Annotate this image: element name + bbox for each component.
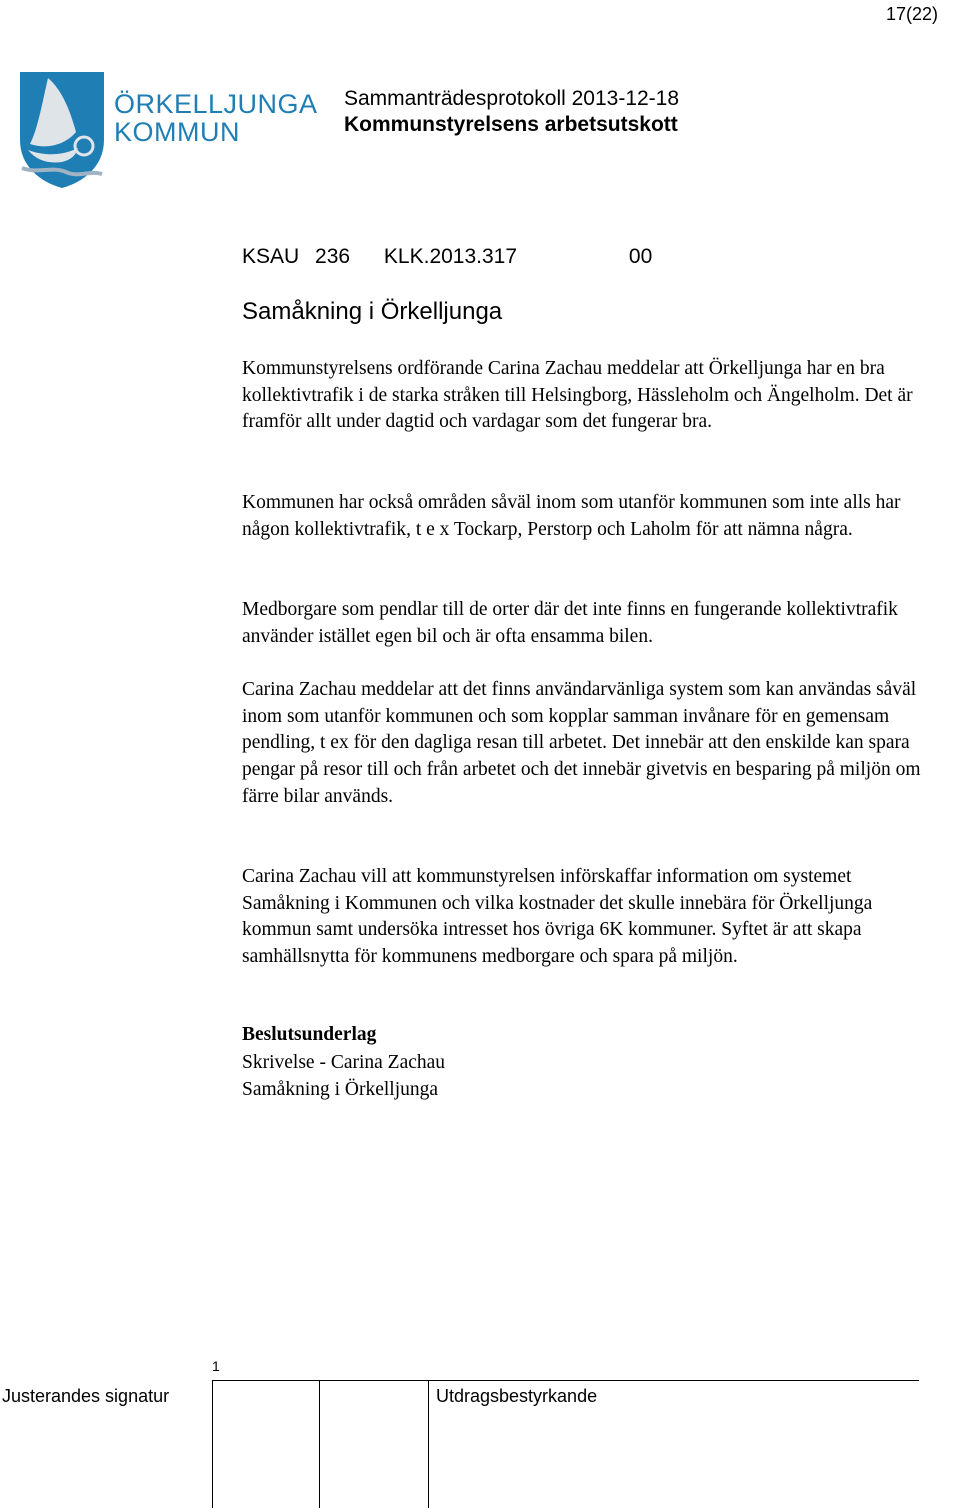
case-reference [242,245,652,269]
paragraph-text: Carina Zachau vill att kommunstyrelsen införskaffar information om systemet Samåkning i Kommunen och vilka kostnader det skulle innebära för Örkelljunga kommun samt undersöka intresset hos övriga 6K kommuner. Syftet är att skapa samhällsnytta för kommunens medborgare och spara på miljön. [242,866,873,968]
page-title: Samåkning i Örkelljunga [242,298,503,325]
paragraph [242,490,922,543]
footer-column-divider [212,1381,213,1508]
case-prefix: KSAU [242,245,300,268]
footer-column-divider [319,1381,320,1508]
case-dnr: KLK.2013.317 [383,245,518,268]
footer-column-divider [428,1381,429,1508]
paragraph-text: Carina Zachau meddelar att det finns användarvänliga system som kan användas såväl inom som utanför kommunen och som kopplar samman invånare för en gemensam pendling, t ex för den dagliga resan till arbetet. Det innebär att den enskilde kan spara pengar på resor till och från arbetet och det innebär givetvis en besparing på miljön om färre bilar används. [242,679,921,807]
paragraph-text: Kommunen har också områden såväl inom som utanför kommunen som inte alls har någon kollektivtrafik, t e x Tockarp, Perstorp och Laholm för att nämna några. [242,492,901,540]
case-code: 00 [628,245,653,268]
paragraph-text: Kommunstyrelsens ordförande Carina Zachau meddelar att Örkelljunga har en bra kollektivtrafik i de starka stråken till Helsingborg, Hässleholm och Ängelholm. Det är framför allt under dagtid och vardagar som det fungerar bra. [242,358,913,433]
page-number: 17(22) [885,4,938,24]
case-number: 236 [315,245,351,268]
paragraph [242,864,922,971]
footer-label-justerandes: Justerandes signatur [2,1386,170,1406]
paragraph [242,356,922,436]
municipality-logo-icon [18,70,106,190]
logo-wordmark [114,90,318,146]
paragraph [242,677,922,811]
list-item: Samåkning i Örkelljunga [242,1078,439,1100]
footer-number: 1 [212,1358,220,1374]
paragraph-text: Medborgare som pendlar till de orter där det inte finns en fungerande kollektivtrafik använder istället egen bil och är ofta ensamma bilen. [242,599,898,647]
beslutsunderlag-list [242,1050,445,1103]
logo-line-1: ÖRKELLJUNGA [114,89,318,119]
logo-line-2: KOMMUN [114,117,240,147]
header-subtitle: Kommunstyrelsens arbetsutskott [344,113,678,136]
paragraph [242,597,922,650]
list-item: Skrivelse - Carina Zachau [242,1052,446,1073]
beslutsunderlag-heading: Beslutsunderlag [242,1024,377,1045]
header-title: Sammanträdesprotokoll 2013-12-18 [344,87,680,110]
footer-label-utdragsbestyrkande: Utdragsbestyrkande [436,1386,598,1406]
